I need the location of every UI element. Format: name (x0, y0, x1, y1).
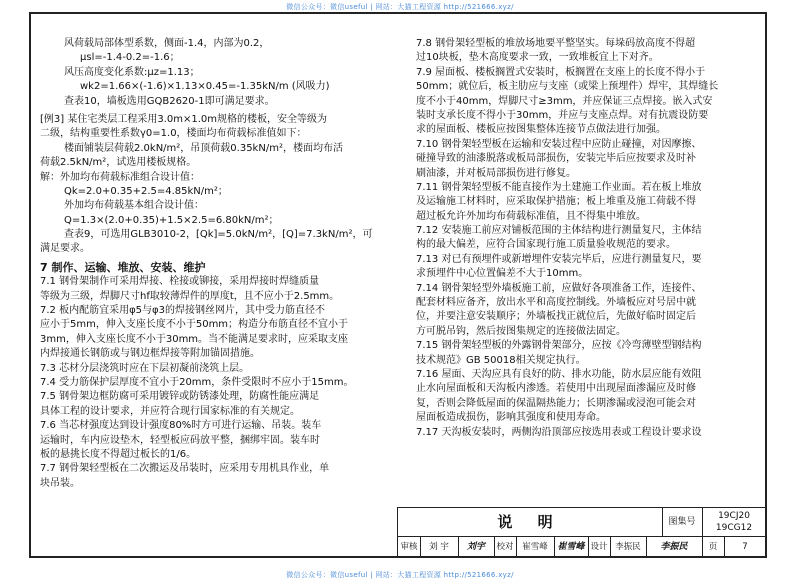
left-text-line: 具体工程的设计要求，并应符合现行国家标准的有关规定。 (40, 405, 300, 417)
left-text-line: 3mm，伸入支座长度不小于30mm。当不能满足要求时，应采取支座 (40, 333, 349, 345)
left-text-line: 7.2 板内配筋宜采用φ5与φ3的焊接钢丝网片，其中受力筋直径不 (40, 305, 325, 317)
right-text-line: 超过板允许外加均布荷载标准值，且不得集中堆放。 (416, 210, 646, 222)
right-text-line: 构的最大偏差，应符合国家现行施工质量验收规范的要求。 (416, 239, 676, 251)
left-text-line: Qk=2.0+0.35+2.5=4.85kN/m²； (64, 185, 228, 197)
left-text-line: 7.5 钢骨架边框防腐可采用镀锌或防锈漆处理，防腐性能应满足 (40, 391, 320, 403)
left-text-line: 应小于5mm，伸入支座长度不小于50mm；构造分布筋直径不宜小于 (40, 319, 349, 331)
right-text-line: 7.11 钢骨架轻型板不能直接作为土建施工作业面。若在板上堆放 (416, 181, 702, 193)
left-text-line: 查表10，墙板选用GQB2620-1即可满足要求。 (64, 95, 275, 107)
left-text-line: μsl=-1.4-0.2=-1.6； (80, 52, 180, 64)
left-text-line: Q=1.3×(2.0+0.35)+1.5×2.5=6.80kN/m²； (64, 214, 279, 226)
left-text-line: 7.1 钢骨架制作可采用焊接、栓接或铆接，采用焊接时焊缝质量 (40, 276, 320, 288)
design-label: 设计 (588, 536, 611, 558)
atlas-number (702, 510, 766, 534)
checker-name: 崔雪峰 (516, 536, 555, 558)
left-text-line: 风压高度变化系数:μz=1.13； (64, 66, 200, 78)
right-text-line: 度不小于40mm，焊脚尺寸≥3mm，并应保证三点焊接。嵌入式安 (416, 95, 713, 107)
right-text-line: 7.8 钢骨架轻型板的堆放场地要平整坚实。每垛码放高度不得超 (416, 38, 696, 49)
left-text-line: 等级为三级，焊脚尺寸hf取较薄焊件的厚度t，且不应小于2.5mm。 (40, 290, 340, 302)
right-text-line: 7.16 屋面、天沟应具有良好的防、排水功能，防水层应能有效阻 (416, 368, 702, 380)
right-text-line: 及运输施工材料时，应采取保护措施；板上堆重及施工荷载不得 (416, 196, 696, 208)
right-text-line: 技术规范》GB 50018相关规定执行。 (416, 354, 586, 366)
left-text-line: 板的悬挑长度不得超过板长的1/6。 (40, 448, 197, 460)
right-text-line: 刷油漆，并对板局部损伤进行修复。 (416, 167, 576, 179)
check-label: 校对 (494, 536, 517, 558)
designer-signature: 李振民 (646, 536, 703, 558)
left-text-line: 7.4 受力筋保护层厚度不宜小于20mm，条件受限时不应小于15mm。 (40, 376, 354, 388)
left-text-line: 外加均布荷载基本组合设计值： (64, 200, 204, 212)
left-column-text (40, 37, 396, 491)
review-label: 审核 (398, 536, 421, 558)
atlas-number-2: 19CG12 (715, 523, 753, 533)
left-text-line: 7 制作、运输、堆放、安装、维护 (40, 260, 206, 274)
reviewer-name: 刘 宇 (420, 536, 459, 558)
left-text-line: 内焊接通长钢筋或与钢边框焊接等附加锚固措施。 (40, 348, 260, 360)
left-text-line: [例3] 某住宅类层工程采用3.0m×1.0m规格的楼板，安全等级为 (40, 113, 328, 125)
right-text-line: 7.12 安装施工前应对铺板范围的主体结构进行测量复尺，主体结 (416, 225, 702, 237)
page-number: 7 (742, 542, 748, 552)
page-label: 页 (702, 536, 725, 558)
right-text-line: 50mm；就位后，板主肋应与支座（或梁上预埋件）焊牢，其焊缝长 (416, 81, 719, 93)
left-text-line: 查表9，可选用GLB3010-2，[Qk]=5.0kN/m²，[Q]=7.3kN/m²，可 (64, 229, 373, 241)
left-text-line: wk2=1.66×(-1.6)×1.13×0.45=-1.35kN/m (风吸力) (80, 81, 330, 93)
designer-name: 李振民 (610, 536, 647, 558)
right-text-line: 7.15 钢骨架轻型板的外露钢骨架部分，应按《冷弯薄壁型钢结构 (416, 340, 702, 352)
right-column-text (416, 37, 762, 440)
right-text-line: 求的屋面板、楼板应按图集整体连接节点做法进行加强。 (416, 124, 666, 136)
right-text-line: 7.17 天沟板安装时，两侧沟沿顶部应按选用表或工程设计要求设 (416, 426, 702, 438)
right-text-line: 7.14 钢骨架轻型外墙板施工前，应做好各项准备工作，连接件、 (416, 282, 702, 294)
right-text-line: 方可脱吊钩，然后按图集规定的连接做法固定。 (416, 325, 626, 337)
watermark-top: 微信公众号：微信useful | 网站：大猫工程资源 http://521666.xyz/ (286, 3, 514, 11)
left-text-line: 荷载2.5kN/m²，试选用楼板规格。 (40, 157, 197, 169)
left-text-line: 楼面铺装层荷载2.0kN/m²，吊顶荷载0.35kN/m²，楼面均布活 (64, 142, 343, 154)
left-text-line: 运输时，车内应设垫木，轻型板应码放平整，捆绑牢固。装车时 (40, 434, 320, 446)
watermark-bottom: 微信公众号：微信useful | 网站：大猫工程资源 http://521666.xyz/ (286, 571, 514, 579)
left-text-line: 7.3 芯材分层浇筑时应在下层初凝前浇筑上层。 (40, 362, 250, 374)
right-text-line: 碰撞导致的油漆脱落或板局部损伤，安装完毕后应按要求及时补 (416, 153, 696, 165)
right-text-line: 7.9 屋面板、楼板搁置式安装时，板搁置在支座上的长度不得小于 (416, 66, 706, 78)
right-text-line: 复，否则会降低屋面的保温隔热能力；长期渗漏或浸泡可能会对 (416, 397, 696, 409)
left-text-line: 7.6 当芯材强度达到设计强度80%时方可进行运输、吊装。装车 (40, 420, 322, 432)
reviewer-signature: 刘宇 (458, 536, 495, 558)
atlas-number-1: 19CJ20 (718, 511, 750, 521)
left-text-line: 风荷载局部体型系数，侧面-1.4，内部为0.2， (64, 38, 270, 49)
left-text-line: 块吊装。 (40, 477, 80, 489)
right-text-line: 过10块板，垫木高度要求一致，一致堆板宜上下对齐。 (416, 52, 659, 64)
right-text-line: 7.13 对已有预埋件或新增埋件安装完毕后，应进行测量复尺，要 (416, 253, 702, 265)
atlas-number-label: 图集号 (662, 508, 703, 536)
right-text-line: 求预埋件中心位置偏差不大于10mm。 (416, 268, 589, 280)
right-text-line: 屋面板造成损伤，影响其强度和使用寿命。 (416, 412, 606, 424)
title-block (397, 507, 767, 558)
left-text-line: 满足要求。 (40, 243, 90, 255)
left-text-line: 二级，结构重要性系数γ0=1.0，楼面均布荷载标准值如下： (40, 128, 307, 140)
right-text-line: 止水向屋面板和天沟板内渗透。若使用中出现屋面渗漏应及时修 (416, 383, 696, 395)
checker-signature: 崔雪峰 (554, 536, 589, 558)
right-text-line: 7.10 钢骨架轻型板在运输和安装过程中应防止碰撞，对因摩擦、 (416, 138, 702, 150)
left-text-line: 解：外加均布荷载标准组合设计值： (40, 171, 200, 183)
right-text-line: 装时支承长度不得小于30mm，并应与支座点焊。对有抗震设防要 (416, 109, 709, 121)
right-text-line: 位，并要注意安装顺序；外墙板找正就位后，先做好临时固定后 (416, 311, 696, 323)
left-text-line: 7.7 钢骨架轻型板在二次搬运及吊装时，应采用专用机具作业，单 (40, 463, 330, 475)
right-text-line: 配套材料应备齐，放出水平和高度控制线。外墙板应对号居中就 (416, 297, 696, 309)
document-title: 说 明 (398, 508, 663, 536)
